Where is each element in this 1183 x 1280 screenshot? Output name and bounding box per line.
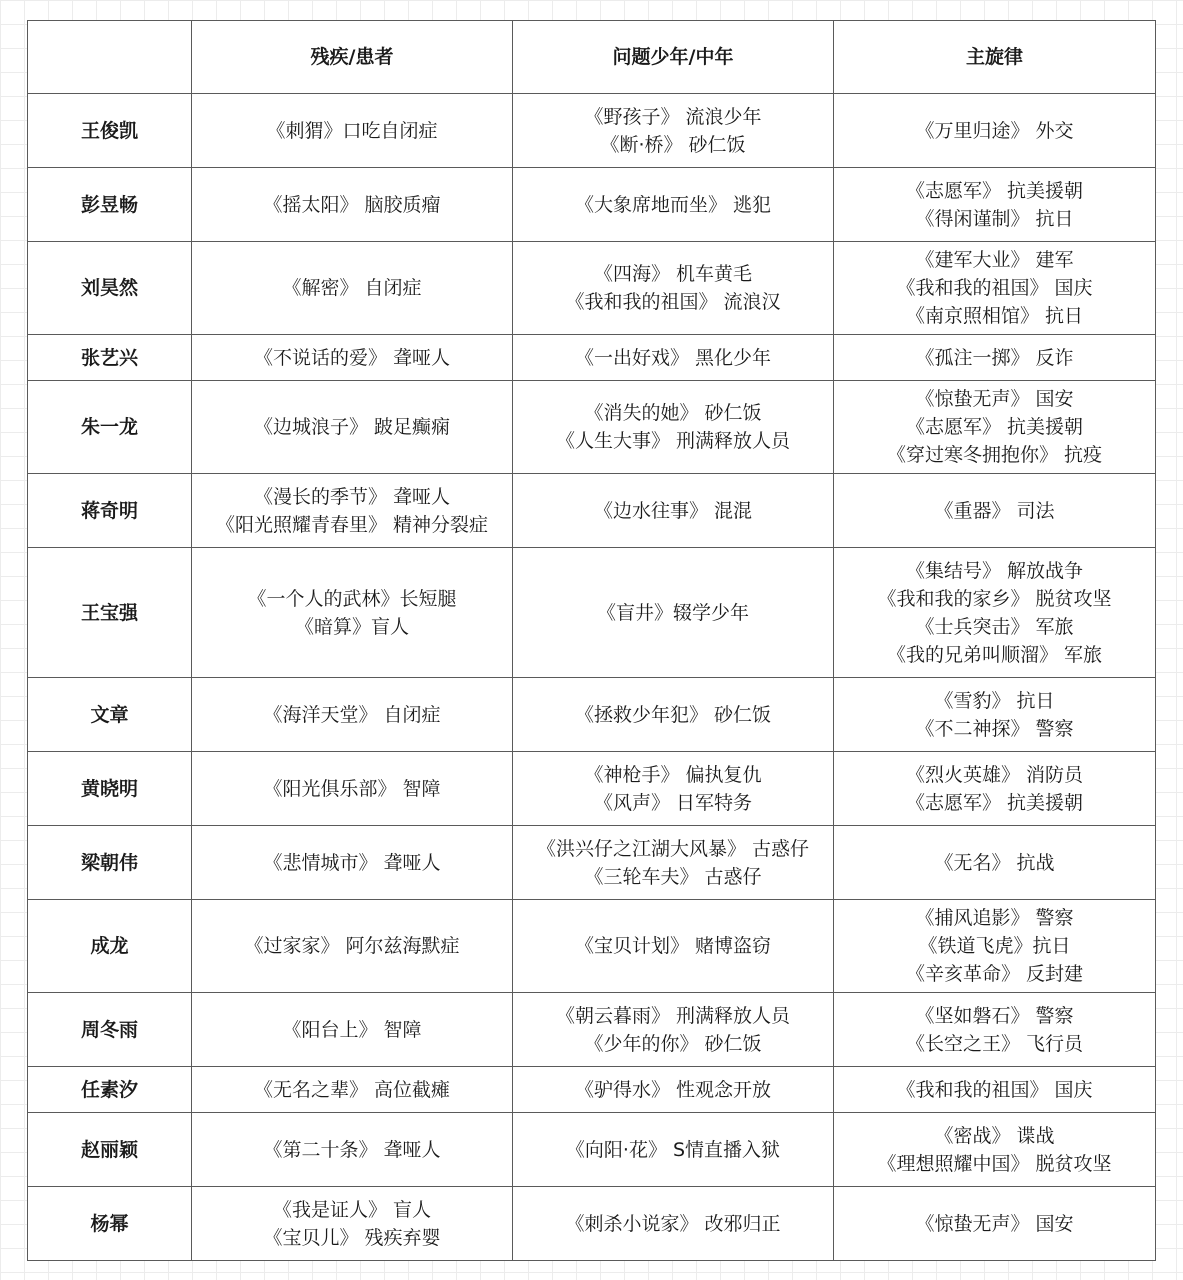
role-entry: 《驴得水》 性观念开放 xyxy=(574,1078,772,1101)
problem-youth-cell[interactable] xyxy=(513,335,834,381)
actor-name-cell[interactable]: 王宝强 xyxy=(28,548,192,678)
role-entry: 《宝贝儿》 残疾弃婴 xyxy=(263,1226,441,1249)
table-row xyxy=(28,678,1156,752)
role-entry: 《消失的她》 砂仁饭 xyxy=(584,402,762,424)
role-entry: 《三轮车夫》 古惑仔 xyxy=(584,865,762,888)
spreadsheet-sheet xyxy=(27,20,1155,1261)
actor-name-cell[interactable]: 赵丽颖 xyxy=(28,1113,192,1187)
table-row xyxy=(28,900,1156,993)
role-entry: 《不二神探》 警察 xyxy=(915,717,1074,740)
role-entry: 《野孩子》 流浪少年 xyxy=(584,105,762,128)
main-melody-cell[interactable] xyxy=(834,678,1156,752)
actor-name-cell[interactable]: 王俊凯 xyxy=(28,94,192,168)
actor-name-cell[interactable]: 张艺兴 xyxy=(28,335,192,381)
role-entry: 《人生大事》 刑满释放人员 xyxy=(555,430,791,452)
role-entry: 《志愿军》 抗美援朝 xyxy=(905,179,1084,202)
role-entry: 《我的兄弟叫顺溜》 军旅 xyxy=(886,643,1103,666)
table-row xyxy=(28,548,1156,678)
role-entry: 《一出好戏》 黑化少年 xyxy=(574,346,772,369)
role-entry: 《四海》 机车黄毛 xyxy=(593,263,753,285)
role-entry: 《悲情城市》 聋哑人 xyxy=(263,851,441,874)
role-entry: 《摇太阳》 脑胶质瘤 xyxy=(263,193,441,216)
role-entry: 《断·桥》 砂仁饭 xyxy=(600,133,746,156)
actor-name-cell[interactable]: 周冬雨 xyxy=(28,993,192,1067)
role-entry: 《士兵突击》 军旅 xyxy=(915,615,1074,638)
role-entry: 《志愿军》 抗美援朝 xyxy=(905,791,1084,814)
disabled-cell[interactable] xyxy=(192,752,513,826)
actor-name-cell[interactable]: 成龙 xyxy=(28,900,192,993)
disabled-cell[interactable] xyxy=(192,168,513,242)
role-entry: 《向阳·花》 S情直播入狱 xyxy=(565,1138,781,1161)
role-entry: 《少年的你》 砂仁饭 xyxy=(584,1032,762,1055)
role-entry: 《大象席地而坐》 逃犯 xyxy=(574,193,772,216)
problem-youth-cell[interactable] xyxy=(513,826,834,900)
problem-youth-cell[interactable] xyxy=(513,1187,834,1261)
disabled-cell[interactable] xyxy=(192,1187,513,1261)
header-problem-youth[interactable]: 问题少年/中年 xyxy=(513,21,834,94)
role-entry: 《第二十条》 聋哑人 xyxy=(263,1138,441,1161)
role-entry: 《盲井》辍学少年 xyxy=(596,601,749,624)
disabled-cell[interactable] xyxy=(192,678,513,752)
table-row xyxy=(28,826,1156,900)
actor-name-cell[interactable]: 黄晓明 xyxy=(28,752,192,826)
disabled-cell[interactable] xyxy=(192,826,513,900)
role-entry: 《无名之辈》 高位截瘫 xyxy=(253,1078,451,1101)
disabled-cell[interactable] xyxy=(192,94,513,168)
main-melody-cell[interactable] xyxy=(834,752,1156,826)
role-entry: 《边城浪子》 跛足癫痫 xyxy=(253,416,451,438)
table-row xyxy=(28,1067,1156,1113)
role-entry: 《南京照相馆》 抗日 xyxy=(905,305,1084,327)
role-entry: 《我是证人》 盲人 xyxy=(272,1198,432,1221)
role-entry: 《阳光俱乐部》 智障 xyxy=(263,777,441,800)
role-entry: 《解密》 自闭症 xyxy=(282,277,422,299)
problem-youth-cell[interactable] xyxy=(513,993,834,1067)
disabled-cell[interactable] xyxy=(192,242,513,335)
role-entry: 《神枪手》 偏执复仇 xyxy=(584,763,762,786)
main-melody-cell[interactable] xyxy=(834,474,1156,548)
table-row xyxy=(28,1113,1156,1187)
actor-name-cell[interactable]: 杨幂 xyxy=(28,1187,192,1261)
table-body xyxy=(28,94,1156,1261)
problem-youth-cell[interactable] xyxy=(513,381,834,474)
problem-youth-cell[interactable] xyxy=(513,900,834,993)
role-entry: 《志愿军》 抗美援朝 xyxy=(905,416,1084,438)
table-row xyxy=(28,993,1156,1067)
role-entry: 《惊蛰无声》 国安 xyxy=(915,1212,1074,1235)
problem-youth-cell[interactable] xyxy=(513,242,834,335)
role-entry: 《我和我的祖国》 国庆 xyxy=(896,277,1093,299)
problem-youth-cell[interactable] xyxy=(513,548,834,678)
actor-name-cell[interactable]: 蒋奇明 xyxy=(28,474,192,548)
role-entry: 《阳光照耀青春里》 精神分裂症 xyxy=(215,513,489,536)
role-entry: 《辛亥革命》 反封建 xyxy=(905,963,1084,985)
role-entry: 《朝云暮雨》 刑满释放人员 xyxy=(555,1004,791,1027)
role-entry: 《阳台上》 智障 xyxy=(282,1018,422,1041)
role-entry: 《惊蛰无声》 国安 xyxy=(915,388,1074,410)
role-entry: 《烈火英雄》 消防员 xyxy=(905,763,1084,786)
table-row xyxy=(28,1187,1156,1261)
disabled-cell[interactable] xyxy=(192,993,513,1067)
table-row xyxy=(28,242,1156,335)
problem-youth-cell[interactable] xyxy=(513,168,834,242)
table-row xyxy=(28,474,1156,548)
problem-youth-cell[interactable] xyxy=(513,752,834,826)
header-blank-cell[interactable] xyxy=(28,21,192,94)
disabled-cell[interactable] xyxy=(192,1113,513,1187)
role-entry: 《风声》 日军特务 xyxy=(593,791,753,814)
main-melody-cell[interactable] xyxy=(834,335,1156,381)
problem-youth-cell[interactable] xyxy=(513,474,834,548)
role-entry: 《洪兴仔之江湖大风暴》 古惑仔 xyxy=(536,837,810,860)
role-entry: 《边水往事》 混混 xyxy=(593,499,753,522)
disabled-cell[interactable] xyxy=(192,1067,513,1113)
role-entry: 《长空之王》 飞行员 xyxy=(905,1032,1084,1055)
role-entry: 《重器》 司法 xyxy=(934,499,1055,522)
role-entry: 《宝贝计划》 赌博盗窃 xyxy=(574,935,772,957)
disabled-cell[interactable] xyxy=(192,474,513,548)
role-entry: 《穿过寒冬拥抱你》 抗疫 xyxy=(886,444,1103,466)
problem-youth-cell[interactable] xyxy=(513,678,834,752)
main-melody-cell[interactable] xyxy=(834,826,1156,900)
problem-youth-cell[interactable] xyxy=(513,1113,834,1187)
main-melody-cell[interactable] xyxy=(834,993,1156,1067)
table-row xyxy=(28,381,1156,474)
table-row xyxy=(28,335,1156,381)
role-entry: 《建军大业》 建军 xyxy=(915,249,1074,271)
role-entry: 《过家家》 阿尔兹海默症 xyxy=(244,935,460,957)
role-entry: 《铁道飞虎》抗日 xyxy=(918,935,1071,957)
role-entry: 《我和我的祖国》 流浪汉 xyxy=(565,291,781,313)
actor-name-cell[interactable]: 朱一龙 xyxy=(28,381,192,474)
main-melody-cell[interactable] xyxy=(834,381,1156,474)
table-row xyxy=(28,168,1156,242)
role-entry: 《我和我的家乡》 脱贫攻坚 xyxy=(877,587,1112,610)
role-entry: 《暗算》盲人 xyxy=(294,615,409,638)
role-entry: 《坚如磐石》 警察 xyxy=(915,1004,1074,1027)
main-melody-cell[interactable] xyxy=(834,1187,1156,1261)
disabled-cell[interactable] xyxy=(192,548,513,678)
table-row xyxy=(28,94,1156,168)
role-entry: 《不说话的爱》 聋哑人 xyxy=(253,346,451,369)
role-entry: 《捕风追影》 警察 xyxy=(915,907,1074,929)
actor-name-cell[interactable]: 梁朝伟 xyxy=(28,826,192,900)
role-entry: 《无名》 抗战 xyxy=(934,851,1055,874)
table-row xyxy=(28,752,1156,826)
role-entry: 《理想照耀中国》 脱贫攻坚 xyxy=(877,1152,1112,1175)
role-entry: 《漫长的季节》 聋哑人 xyxy=(253,485,451,508)
role-entry: 《一个人的武林》长短腿 xyxy=(247,587,457,610)
problem-youth-cell[interactable] xyxy=(513,1067,834,1113)
role-entry: 《万里归途》 外交 xyxy=(915,119,1074,142)
header-main-melody[interactable]: 主旋律 xyxy=(834,21,1156,94)
actor-name-cell[interactable]: 刘昊然 xyxy=(28,242,192,335)
role-entry: 《刺杀小说家》 改邪归正 xyxy=(565,1212,781,1235)
main-melody-cell[interactable] xyxy=(834,900,1156,993)
disabled-cell[interactable] xyxy=(192,335,513,381)
actor-name-cell[interactable]: 任素汐 xyxy=(28,1067,192,1113)
main-melody-cell[interactable] xyxy=(834,242,1156,335)
role-entry: 《拯救少年犯》 砂仁饭 xyxy=(574,703,772,726)
role-entry: 《密战》 谍战 xyxy=(934,1124,1055,1147)
header-row xyxy=(28,21,1156,94)
main-melody-cell[interactable] xyxy=(834,1067,1156,1113)
actor-name-cell[interactable]: 文章 xyxy=(28,678,192,752)
role-entry: 《海洋天堂》 自闭症 xyxy=(263,703,441,726)
main-melody-cell[interactable] xyxy=(834,548,1156,678)
role-entry: 《雪豹》 抗日 xyxy=(934,689,1055,712)
actor-name-cell[interactable]: 彭昱畅 xyxy=(28,168,192,242)
disabled-cell[interactable] xyxy=(192,381,513,474)
role-entry: 《刺猬》口吃自闭症 xyxy=(266,119,438,142)
main-melody-cell[interactable] xyxy=(834,94,1156,168)
disabled-cell[interactable] xyxy=(192,900,513,993)
role-entry: 《孤注一掷》 反诈 xyxy=(915,346,1074,369)
header-disabled-patient[interactable]: 残疾/患者 xyxy=(192,21,513,94)
problem-youth-cell[interactable] xyxy=(513,94,834,168)
main-melody-cell[interactable] xyxy=(834,1113,1156,1187)
role-entry: 《集结号》 解放战争 xyxy=(905,559,1084,582)
main-melody-cell[interactable] xyxy=(834,168,1156,242)
actor-roles-table xyxy=(27,20,1156,1261)
role-entry: 《我和我的祖国》 国庆 xyxy=(896,1078,1093,1101)
role-entry: 《得闲谨制》 抗日 xyxy=(915,207,1074,230)
